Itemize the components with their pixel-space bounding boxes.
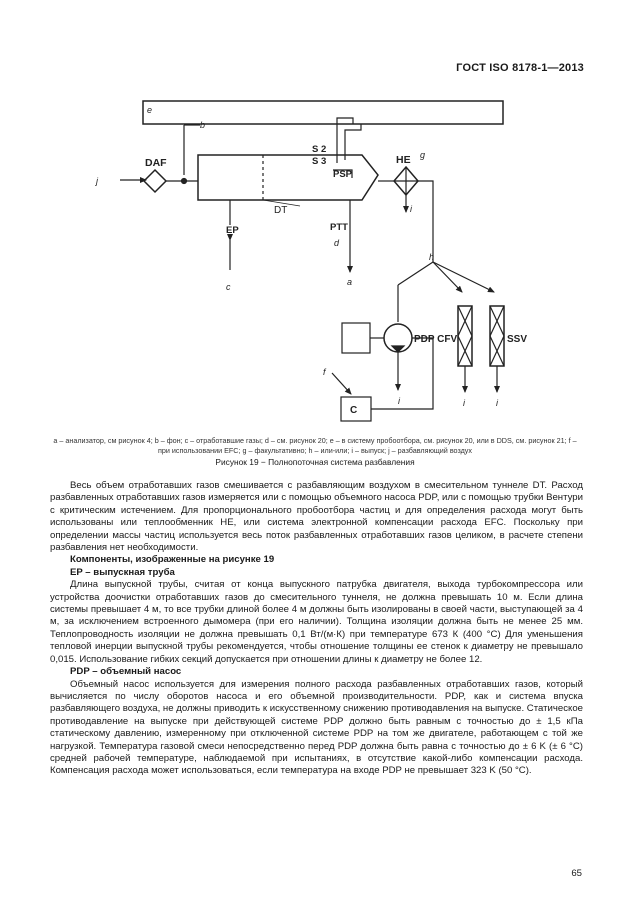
label-s2: S 2 [312,144,327,155]
label-b: b [200,120,206,130]
cfv-shape [458,306,472,366]
branch-to-ssv [433,262,494,292]
label-h: h [429,252,435,262]
label-ep: EP [226,225,239,236]
label-i-he: i [410,204,412,214]
branch-to-pdp [398,262,433,285]
label-d: d [334,238,340,248]
daf-filter-shape [144,170,166,192]
dilution-system-diagram [0,0,630,430]
label-ptt: PTT [330,222,348,233]
label-i-pdp: i [398,396,400,406]
label-i-cfv: i [463,398,465,408]
paragraph: Объемный насос используется для измерения полного расхода разбавленных отработавших газов, который вычисляется по числу оборотов насоса и его объемной производительности. PDP, как и система впуска разбавляющего воздуха, не должны приводить к искусственному снижению противодавления на выпуске. Статическое противодавление на выпуске при действующей системе PDP должно быть равным с точностью до ± 1,5 кПа статическому давлению, измеренному при отключенной системе PDP на том же двигателе, работающем с той же нагрузкой. Температура газовой смеси непосредственно перед PDP должна быть равна с точностью до ± 6 K (± 6 °C) средней рабочей температуре, наблюдаемой при испытаниях, в отсутствие какой-либо компенсации расхода. Компенсация расхода может использоваться, если температура на входе PDP не превышает 323 K (50 °C). [50,678,583,777]
subsection-heading-ep: EP – выпускная труба [70,566,175,578]
paragraph: Длина выпускной трубы, считая от конца выпускного патрубка двигателя, выхода турбокомпрессора или устройства доочистки отработавших газов до смесительного туннеля, не должна превышать 10 м. Если длина системы превышает 4 м, то все трубки длиной более 4 м должны быть изолированы в своей части, выступающей за 4 м, за исключением встроенного дымомера (при его наличии). Толщина изоляции должна быть не менее 25 мм. Теплопроводность изоляции не должна превышать 0,1 Вт/(м·К) при температуре 673 К (400 °C) Для уменьшения тепловой инерции выпускной трубы рекомендуется, чтобы отношение толщины ее стенок к диаметру не превышало 0,015. Использование гибких секций допускается при отношении длины к диаметру не более 12. [50,579,583,665]
subsection-heading-pdp: PDP – объемный насос [70,666,182,678]
ssv-shape [490,306,504,366]
label-he: HE [396,154,411,166]
page-number: 65 [571,868,582,879]
label-c-box: C [350,405,358,416]
label-f: f [323,367,326,377]
label-ssv: SSV [507,334,528,345]
sampling-system-bar [143,101,503,124]
label-daf: DAF [145,157,167,169]
counter-box [342,323,370,353]
figure-caption: Рисунок 19 − Полнопоточная система разбавления [215,457,415,467]
branch-to-cfv [433,262,462,292]
label-dt: DT [274,205,288,216]
section-heading: Компоненты, изображенные на рисунке 19 [70,554,275,566]
label-j: j [96,176,98,186]
label-psp: PSP [333,169,353,180]
label-s3: S 3 [312,156,327,167]
label-c: c [226,282,231,292]
label-a: a [347,277,353,287]
document-header: ГОСТ ISO 8178-1—2013 [456,62,584,74]
body-text [50,480,583,778]
label-e: e [147,105,153,115]
paragraph: Весь объем отработавших газов смешивается с разбавляющим воздухом в смесительном туннеле DT. Расход разбавленных отработавших газов измеряется или с помощью объемного насоса PDP, или с помощью трубки Вентури с критическим истечением. Для пропорционального пробоотбора частиц и для определения расхода могут быть использованы или теплообменник HE, или система электронной компенсации расхода EFC. Поскольку при определении массы частиц используется весь поток разбавленных отработавших газов целиком, в расчете степени разбавления нет необходимости. [50,480,583,554]
figure-legend: a – анализатор, см рисунок 4; b – фон; c – отработавшие газы; d – см. рисунок 20; e – в систему пробоотбора, см. рисунок 20, или в DDS, см. рисунок 21; f – при использовании EFC; g – факультативно; h – или-или; i – выпуск; j – разбавляющий воздух [53,436,577,455]
label-g: g [420,150,426,160]
label-pdp-cfv: PDP CFV [414,334,458,345]
label-i-ssv: i [496,398,498,408]
